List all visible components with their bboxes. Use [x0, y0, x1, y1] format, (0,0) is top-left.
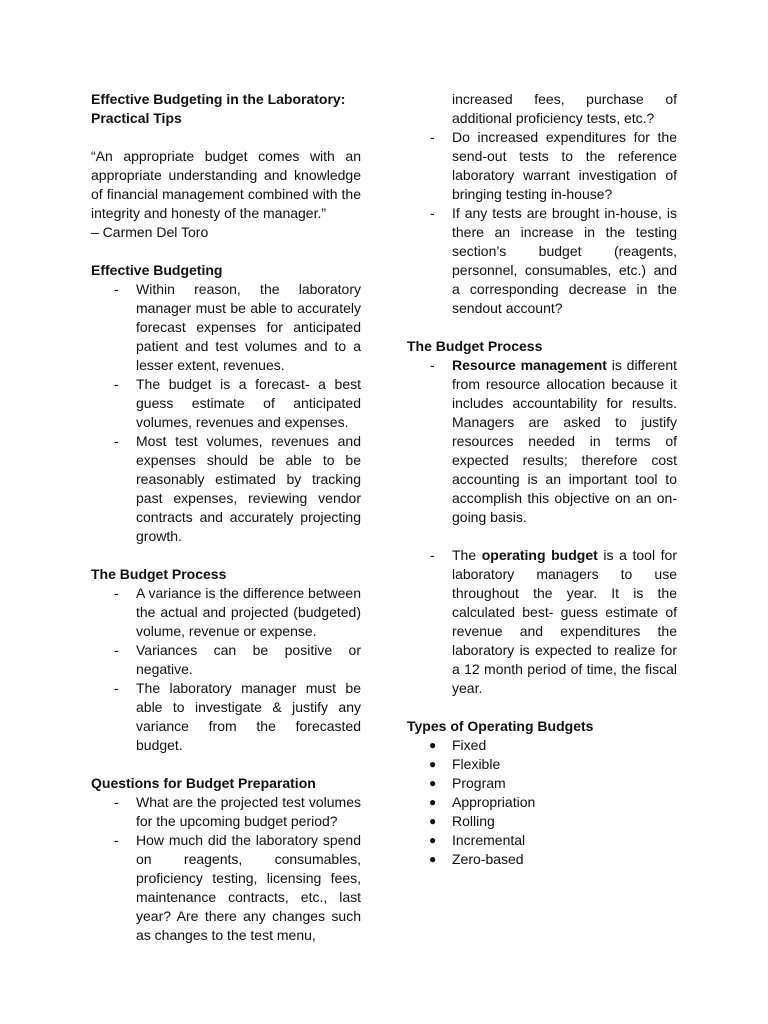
bullet-dot-icon: ● [429, 852, 437, 866]
item-rest-text: is different from resource allocation because it includes accountability for results. Managers are asked to justify resources needed in terms of expected results; therefore cost accounting is an important tool to accomplish this objective on an on-going basis. [452, 357, 677, 525]
list-item [407, 546, 677, 698]
list-item-text: Variances can be positive or negative. [136, 642, 361, 677]
list-item-text [452, 546, 677, 698]
list-item [407, 736, 677, 755]
heading-types-operating-budgets: Types of Operating Budgets [407, 718, 594, 734]
effective-budgeting-list [91, 280, 361, 546]
list-item [91, 584, 361, 641]
list-item-continuation [407, 90, 677, 128]
list-item-text: Most test volumes, revenues and expenses should be able to be reasonably estimated by tracking past expenses, reviewing vendor contracts and accurately projecting growth. [136, 433, 361, 544]
list-item-text: Do increased expenditures for the send-out tests to the reference laboratory warrant investigation of bringing testing in-house? [452, 129, 677, 202]
list-item-text: If any tests are brought in-house, is there an increase in the testing section’s budget (reagents, personnel, consumables, etc.) and a corresponding decrease in the sendout account? [452, 205, 677, 316]
bullet-dot-icon: ● [429, 738, 437, 752]
list-item [91, 679, 361, 755]
list-item-text [452, 356, 677, 527]
list-item [91, 280, 361, 375]
budget-process-list-2 [407, 356, 677, 527]
list-item-text: Within reason, the laboratory manager must be able to accurately forecast expenses for anticipated patient and test volumes and to a lesser extent, revenues. [136, 281, 361, 373]
list-item [91, 793, 361, 831]
bullet-dot-icon: ● [429, 757, 437, 771]
item-lead-text: The [452, 547, 482, 563]
list-item-text: Program [452, 775, 506, 791]
item-rest-text: is a tool for laboratory managers to use throughout the year. It is the calculated best- guess estimate of revenue and expenditures the laboratory is expected to realize for a 12 month period of time, the fiscal year. [452, 547, 678, 696]
dash-marker: - [114, 794, 119, 810]
list-item-text: How much did the laboratory spend on reagents, consumables, proficiency testing, licensing fees, maintenance contracts, etc., last year? Are there any changes such as changes to the test menu, [136, 832, 361, 943]
list-item [407, 204, 677, 318]
list-item [407, 793, 677, 812]
bullet-dot-icon: ● [429, 814, 437, 828]
list-item [407, 356, 677, 527]
dash-marker: - [114, 376, 119, 392]
dash-marker: - [114, 642, 119, 658]
heading-budget-process: The Budget Process [91, 566, 227, 582]
bold-term: Resource management [452, 357, 607, 373]
list-item-text: Rolling [452, 813, 495, 829]
dash-marker: - [114, 832, 119, 848]
bullet-dot-icon: ● [429, 795, 437, 809]
list-item [91, 641, 361, 679]
dash-marker: - [114, 585, 119, 601]
list-item [407, 812, 677, 831]
questions-list-continued [407, 90, 677, 318]
bold-term: operating budget [481, 547, 598, 563]
left-column [91, 90, 361, 945]
list-item-text: Appropriation [452, 794, 536, 810]
dash-marker: - [430, 205, 435, 221]
list-item [407, 774, 677, 793]
list-item [407, 128, 677, 204]
list-item [91, 831, 361, 945]
budget-types-list [407, 736, 677, 869]
list-item-text: Incremental [452, 832, 526, 848]
list-item-text: A variance is the difference between the actual and projected (budgeted) volume, revenue or expense. [136, 585, 361, 639]
list-item-text: What are the projected test volumes for the upcoming budget period? [136, 794, 361, 829]
quote-author: – Carmen Del Toro [91, 224, 209, 240]
list-item [407, 755, 677, 774]
right-column [407, 90, 677, 869]
list-item [407, 850, 677, 869]
dash-marker: - [430, 547, 435, 563]
heading-budget-process-2: The Budget Process [407, 338, 543, 354]
heading-questions: Questions for Budget Preparation [91, 775, 316, 791]
list-item-text: increased fees, purchase of additional proficiency tests, etc.? [452, 91, 677, 126]
list-item-text: Zero-based [452, 851, 524, 867]
dash-marker: - [430, 129, 435, 145]
questions-list [91, 793, 361, 945]
quote-text: “An appropriate budget comes with an appropriate understanding and knowledge of financial management combined with the integrity and honesty of the manager.” [91, 148, 361, 221]
list-item-text: Flexible [452, 756, 501, 772]
list-item [407, 831, 677, 850]
heading-effective-budgeting: Effective Budgeting [91, 262, 223, 278]
list-item [91, 432, 361, 546]
budget-process-list-3 [407, 546, 677, 698]
bullet-dot-icon: ● [429, 833, 437, 847]
dash-marker: - [114, 433, 119, 449]
dash-marker: - [114, 680, 119, 696]
document-title: Effective Budgeting in the Laboratory: Practical Tips [91, 91, 346, 126]
list-item-text: Fixed [452, 737, 487, 753]
list-item-text: The laboratory manager must be able to investigate & justify any variance from the forecasted budget. [136, 680, 361, 753]
list-item [91, 375, 361, 432]
dash-marker: - [114, 281, 119, 297]
budget-process-list [91, 584, 361, 755]
list-item-text: The budget is a forecast- a best guess estimate of anticipated volumes, revenues and expenses. [136, 376, 361, 430]
dash-marker: - [430, 357, 435, 373]
bullet-dot-icon: ● [429, 776, 437, 790]
